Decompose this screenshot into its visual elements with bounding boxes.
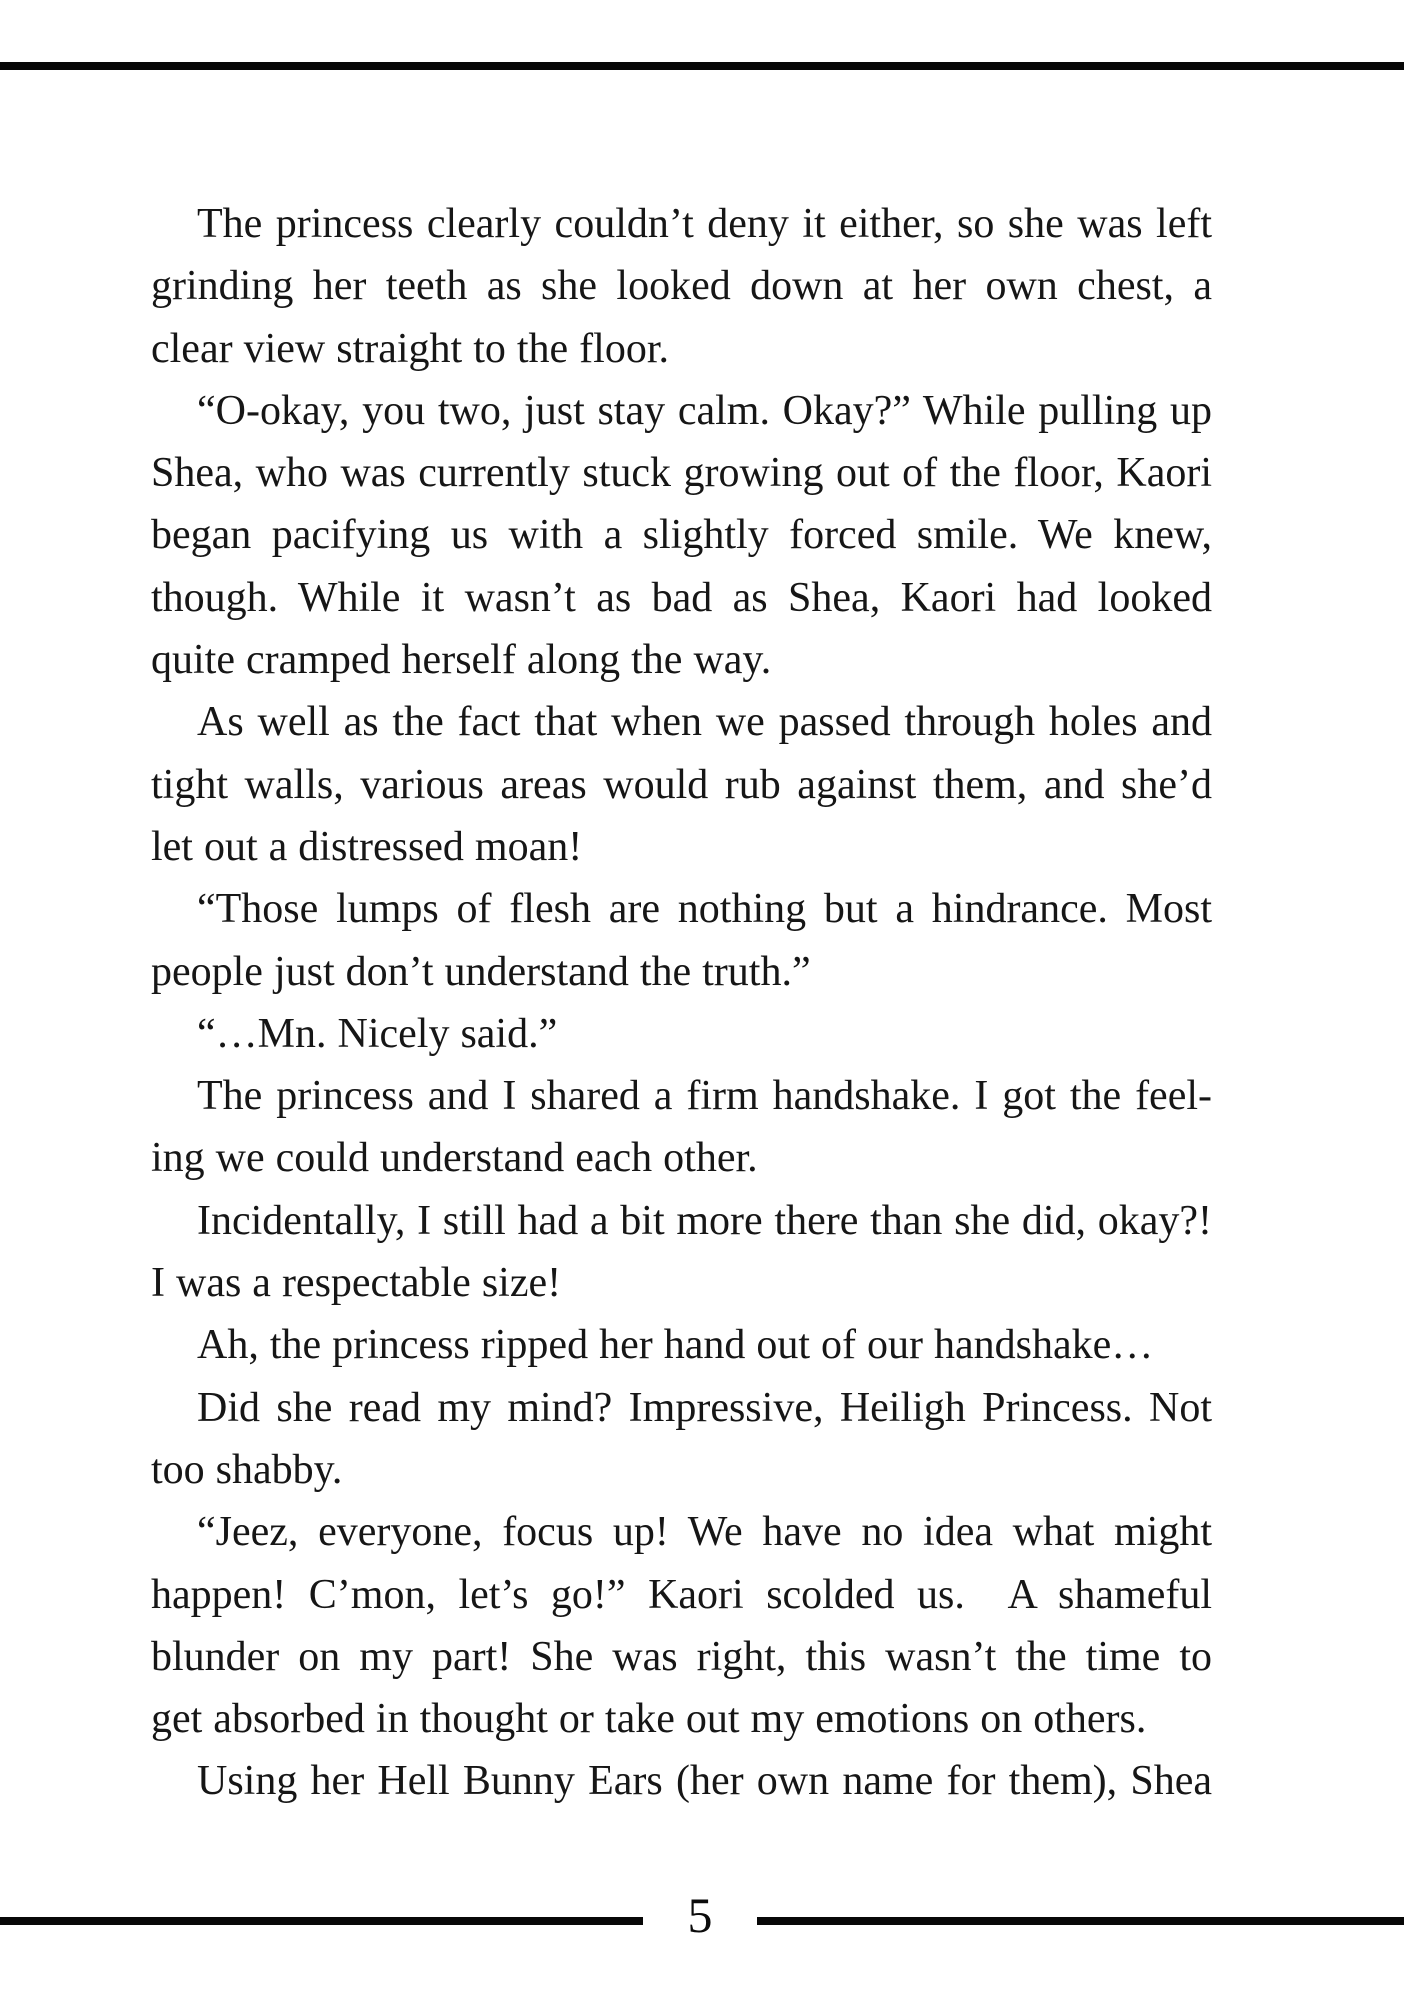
text-line: began pacifying us with a slightly forced smile. We knew, (151, 512, 1212, 559)
text-line: “Those lumps of flesh are nothing but a hindrance. Most (197, 886, 1212, 933)
text-line: let out a distressed moan! (151, 823, 583, 870)
text-line: I was a respectable size! (151, 1260, 562, 1307)
body-text (151, 193, 1212, 1813)
text-line: “…Mn. Nicely said.” (197, 1010, 558, 1057)
text-line: people just don’t understand the truth.” (151, 948, 811, 995)
text-line: though. While it wasn’t as bad as Shea, Kaori had looked (151, 574, 1212, 621)
text-line: quite cramped herself along the way. (151, 637, 772, 684)
text-line: The princess and I shared a firm handshake. I got the feel- (197, 1073, 1212, 1120)
text-line: Using her Hell Bunny Ears (her own name for them), Shea (197, 1758, 1212, 1805)
footer-right-rule (757, 1917, 1404, 1925)
text-line: blunder on my part! She was right, this wasn’t the time to (151, 1633, 1212, 1680)
text-line: tight walls, various areas would rub against them, and she’d (151, 761, 1212, 808)
text-line: happen! C’mon, let’s go!” Kaori scolded us. A shameful (151, 1571, 1212, 1618)
text-line: As well as the fact that when we passed through holes and (197, 699, 1212, 746)
text-line: Shea, who was currently stuck growing out of the floor, Kaori (151, 450, 1212, 497)
text-line: too shabby. (151, 1446, 343, 1493)
text-line: clear view straight to the floor. (151, 325, 670, 372)
text-line: get absorbed in thought or take out my emotions on others. (151, 1696, 1147, 1743)
footer-left-rule (0, 1917, 643, 1925)
text-line: Ah, the princess ripped her hand out of our handshake… (197, 1322, 1154, 1369)
text-line: “Jeez, everyone, focus up! We have no idea what might (197, 1509, 1212, 1556)
text-line: Did she read my mind? Impressive, Heiligh Princess. Not (197, 1384, 1212, 1431)
text-line: grinding her teeth as she looked down at her own chest, a (151, 263, 1212, 310)
top-rule (0, 62, 1404, 70)
page-number: 5 (687, 1887, 713, 1943)
text-line: The princess clearly couldn’t deny it either, so she was left (197, 201, 1212, 247)
text-line: “O-okay, you two, just stay calm. Okay?” While pulling up (197, 387, 1212, 434)
text-line: Incidentally, I still had a bit more there than she did, okay?! (197, 1197, 1212, 1244)
text-line: ing we could understand each other. (151, 1135, 758, 1182)
